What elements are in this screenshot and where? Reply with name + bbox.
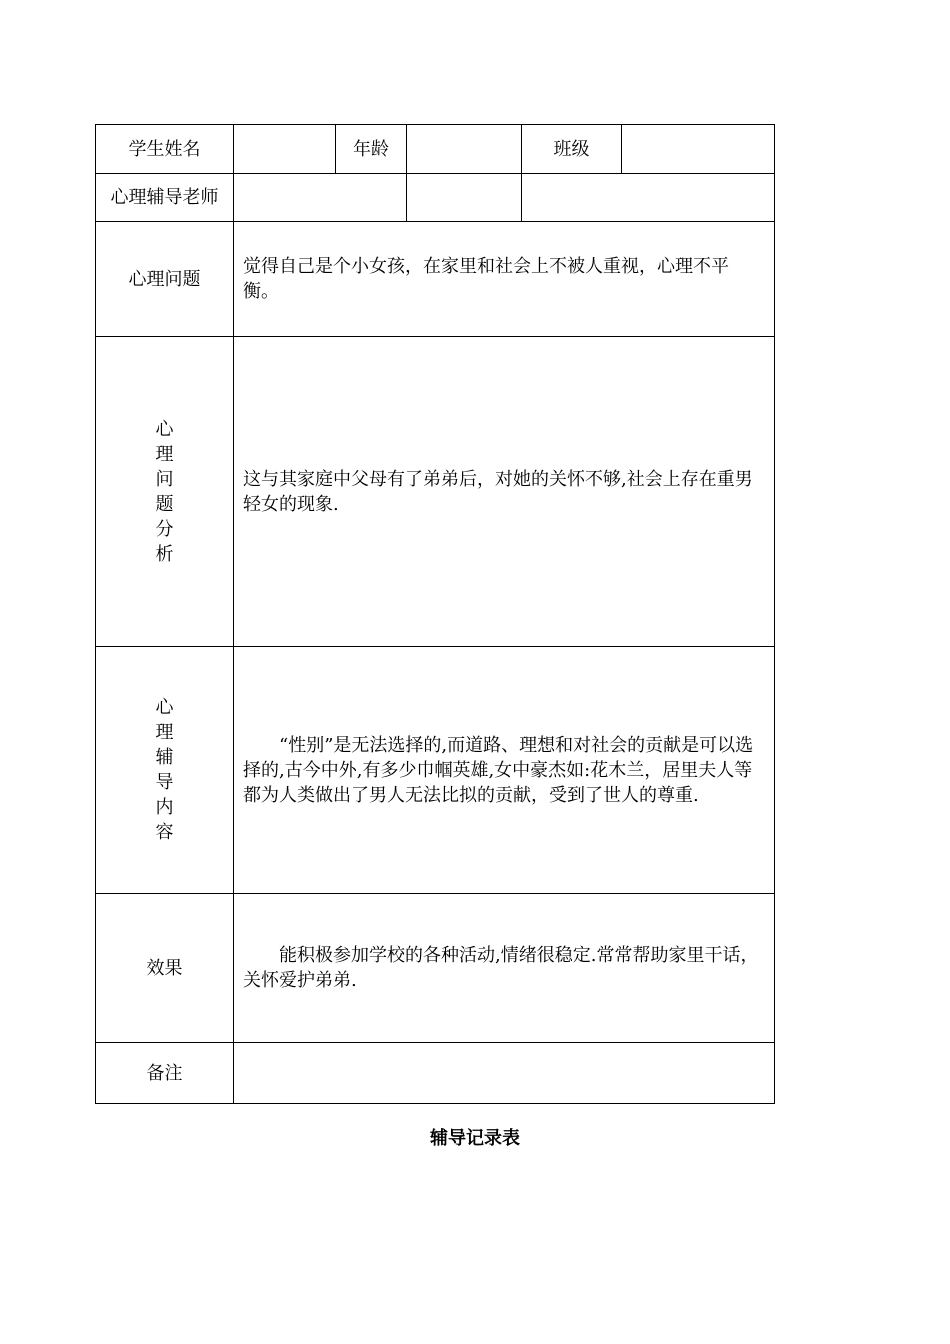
student-name-field[interactable] [234,125,336,174]
class-label: 班级 [522,125,622,174]
extra-field-2[interactable] [522,174,775,222]
remarks-field[interactable] [234,1043,775,1104]
counseling-label-char: 心 [155,697,174,718]
student-name-label: 学生姓名 [96,125,234,174]
problem-label: 心理问题 [96,222,234,337]
class-field[interactable] [622,125,775,174]
row-remarks [96,1043,775,1104]
counseling-record-form [95,124,775,1104]
teacher-label: 心理辅导老师 [96,174,234,222]
analysis-label-char: 问 [155,468,174,490]
analysis-label [96,337,234,647]
form-caption: 辅导记录表 [430,1128,520,1149]
analysis-text: 这与其家庭中父母有了弟弟后，对她的关怀不够,社会上存在重男轻女的现象. [234,337,775,647]
teacher-field[interactable] [234,174,407,222]
extra-field-1[interactable] [407,174,522,222]
remarks-label: 备注 [96,1043,234,1104]
counseling-label-char: 容 [155,822,174,843]
counseling-label-char: 导 [155,772,174,793]
analysis-label-char: 心 [155,418,174,440]
counseling-label-char: 辅 [155,747,174,768]
analysis-label-char: 分 [155,518,174,540]
problem-text: 觉得自己是个小女孩，在家里和社会上不被人重视，心理不平衡。 [234,222,775,337]
counseling-label-char: 理 [155,722,174,743]
row-teacher-info [96,174,775,222]
effect-label: 效果 [96,894,234,1043]
counseling-text: “性别”是无法选择的,而道路、理想和对社会的贡献是可以选择的,古今中外,有多少巾帼英雄,女中豪杰如:花木兰，居里夫人等都为人类做出了男人无法比拟的贡献，受到了世人的尊重. [234,647,775,894]
counseling-label [96,647,234,894]
analysis-label-char: 析 [155,543,174,565]
analysis-label-char: 理 [155,443,174,465]
row-problem [96,222,775,337]
analysis-label-char: 题 [155,493,174,515]
age-label: 年龄 [336,125,407,174]
row-effect [96,894,775,1043]
row-counseling [96,647,775,894]
row-analysis [96,337,775,647]
effect-text: 能积极参加学校的各种活动,情绪很稳定.常常帮助家里干话，关怀爱护弟弟. [234,894,775,1043]
age-field[interactable] [407,125,522,174]
row-student-info [96,125,775,174]
counseling-label-char: 内 [155,797,174,818]
